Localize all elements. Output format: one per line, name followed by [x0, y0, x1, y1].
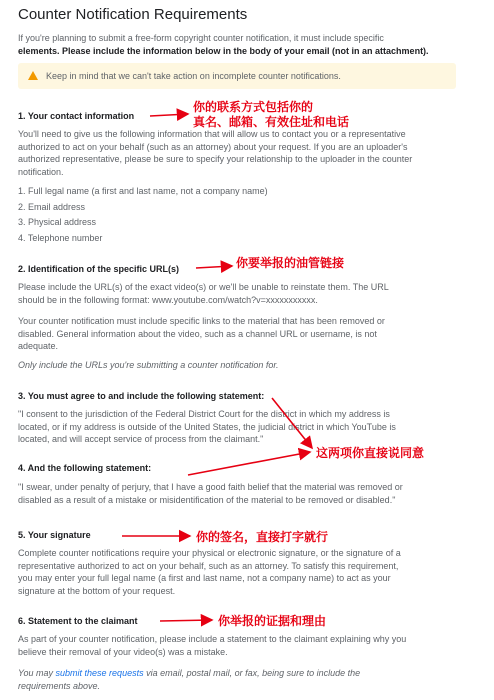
section-2-links-requirement: Your counter notification must include specific links to the material that has been removed or disabled. General information about the video, such as a channel URL or username, is not adequate. — [18, 316, 385, 351]
arrow-evidence — [160, 620, 212, 621]
section-6-heading: 6. Statement to the claimant — [18, 616, 138, 626]
annotation-signature: 你的签名，直接打字就行 — [196, 530, 329, 544]
list-item: 2. Email address — [18, 201, 86, 212]
annotation-evidence: 你举报的证据和理由 — [218, 614, 327, 628]
list-item: 1. Full legal name (a first and last name, not a company name) — [18, 186, 268, 196]
annotation-url: 你要举报的油管链接 — [236, 256, 345, 270]
section-3-heading: 3. You must agree to and include the following statement: — [18, 391, 265, 401]
warning-notice-text: Keep in mind that we can't take action on incomplete counter notifications. — [46, 71, 341, 81]
contact-info-list — [18, 184, 268, 246]
section-5-body: Complete counter notifications require your physical or electronic signature, or the signature of a representative authorized to act on your behalf, such as an attorney. To satisfy this requirement, you may enter your full legal name (a first and last name, not a company name) to act as your signature at the bottom of your request. — [18, 548, 401, 596]
annotation-agree: 这两项你直接说同意 — [316, 446, 425, 460]
section-2-note: Only include the URLs you're submitting a counter notification for. — [18, 360, 279, 370]
intro-text: If you're planning to submit a free-form copyright counter notification, it must include specific elements. Please include the information below in the body of your email (not in an attachment). — [18, 33, 429, 56]
list-item: 3. Physical address — [18, 217, 97, 227]
warning-icon — [28, 71, 38, 80]
submit-footer: You may submit these requests via email, postal mail, or fax, being sure to include the requirements above. — [18, 668, 361, 691]
arrow-agree-2 — [188, 452, 310, 475]
page-title: Counter Notification Requirements — [18, 6, 248, 23]
arrow-url — [196, 266, 232, 268]
arrow-contact — [150, 114, 188, 116]
section-2-heading: 2. Identification of the specific URL(s) — [18, 264, 180, 274]
section-5-heading: 5. Your signature — [18, 530, 91, 540]
consent-statement: "I consent to the jurisdiction of the Federal District Court for the district in which my address is located, or if my address is outside of the United States, the judicial district in which YouTube is located, and will accept service of process from the claimant." — [18, 409, 396, 444]
section-6-body: As part of your counter notification, please include a statement to the claimant explaining why you believe their removal of your video(s) was a mistake. — [18, 634, 407, 657]
section-4-heading: 4. And the following statement: — [18, 463, 152, 473]
list-item: 4. Telephone number — [18, 232, 103, 243]
annotation-contact: 你的联系方式包括你的 真名、邮箱、有效住址和电话 — [193, 100, 350, 129]
section-1-body: You'll need to give us the following information that will allow us to contact you or a representative authorized to act on your behalf (such as an attorney) about your request. If you are an uploader's authorized representative, please be sure to specify your relationship to the uploader in the counter notification. — [18, 129, 413, 177]
section-2-body: Please include the URL(s) of the exact video(s) or we'll be unable to reinstate them. The URL should be in the following format: www.youtube.com/watch?v=xxxxxxxxxxx. — [18, 282, 389, 305]
warning-notice — [18, 63, 456, 89]
section-1-heading: 1. Your contact information — [18, 111, 135, 121]
submit-requests-link[interactable]: submit these requests — [55, 668, 144, 678]
perjury-statement: "I swear, under penalty of perjury, that I have a good faith belief that the material was removed or disabled as a result of a mistake or misidentification of the material to be removed or disabled." — [18, 482, 403, 505]
